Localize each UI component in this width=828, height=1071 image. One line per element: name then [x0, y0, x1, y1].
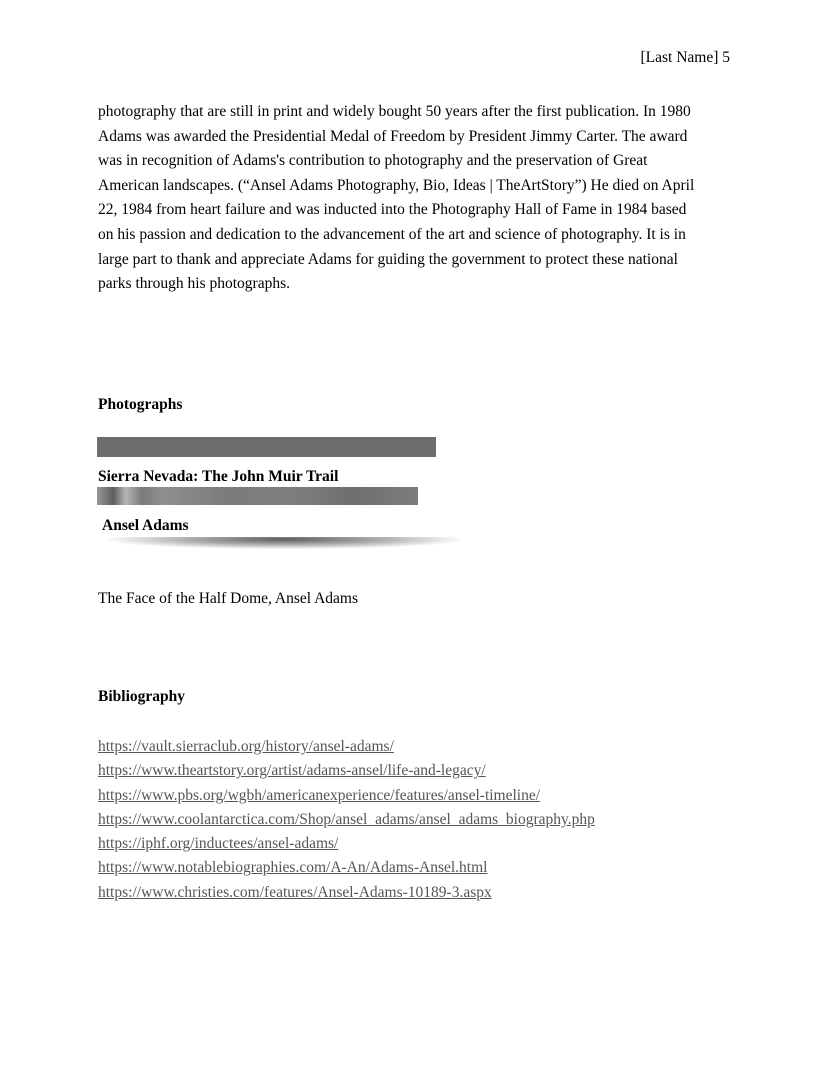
bibliography-link[interactable]: https://www.theartstory.org/artist/adams-ansel/life-and-legacy/	[98, 762, 486, 780]
photo-caption-author: Ansel Adams	[102, 517, 189, 534]
bibliography-item	[98, 832, 595, 856]
body-line: photography that are still in print and widely bought 50 years after the first publication. In 1980	[98, 103, 691, 120]
body-line: was in recognition of Adams's contribution to photography and the preservation of Great	[98, 152, 648, 170]
bibliography-link[interactable]: https://iphf.org/inductees/ansel-adams/	[98, 835, 339, 853]
body-line: 22, 1984 from heart failure and was inducted into the Photography Hall of Fame in 1984 based	[98, 201, 687, 219]
photo-shadow	[107, 537, 462, 549]
body-line: on his passion and dedication to the advancement of the art and science of photography. It is in	[98, 225, 686, 243]
bibliography-link[interactable]: https://www.christies.com/features/Ansel-Adams-10189-3.aspx	[98, 883, 492, 901]
body-line: large part to thank and appreciate Adams for guiding the government to protect these national	[98, 250, 678, 268]
bibliography-list	[98, 735, 595, 905]
photo-image-strip	[97, 487, 418, 505]
bibliography-item	[98, 735, 595, 759]
body-line: Adams was awarded the Presidential Medal of Freedom by President Jimmy Carter. The award	[98, 127, 688, 145]
body-line: American landscapes. (“Ansel Adams Photography, Bio, Ideas | TheArtStory”) He died on April	[98, 176, 695, 194]
body-paragraph	[98, 100, 738, 297]
bibliography-item	[98, 856, 595, 880]
bibliography-link[interactable]: https://www.notablebiographies.com/A-An/Adams-Ansel.html	[98, 859, 488, 877]
bibliography-item	[98, 881, 595, 905]
bibliography-item	[98, 784, 595, 808]
bibliography-link[interactable]: https://www.pbs.org/wgbh/americanexperience/features/ansel-timeline/	[98, 786, 541, 804]
photo-image-top	[97, 437, 436, 457]
photo-title: The Face of the Half Dome, Ansel Adams	[98, 590, 358, 607]
bibliography-item	[98, 808, 595, 832]
bibliography-item	[98, 759, 595, 783]
photo-figure	[97, 437, 467, 557]
photo-caption-title: Sierra Nevada: The John Muir Trail	[98, 468, 339, 485]
photographs-heading: Photographs	[98, 396, 183, 413]
body-line: parks through his photographs.	[98, 275, 291, 293]
bibliography-link[interactable]: https://vault.sierraclub.org/history/ansel-adams/	[98, 738, 394, 755]
bibliography-link[interactable]: https://www.coolantarctica.com/Shop/ansel_adams/ansel_adams_biography.php	[98, 810, 595, 828]
bibliography-heading: Bibliography	[98, 688, 185, 705]
running-head: [Last Name] 5	[640, 49, 730, 66]
